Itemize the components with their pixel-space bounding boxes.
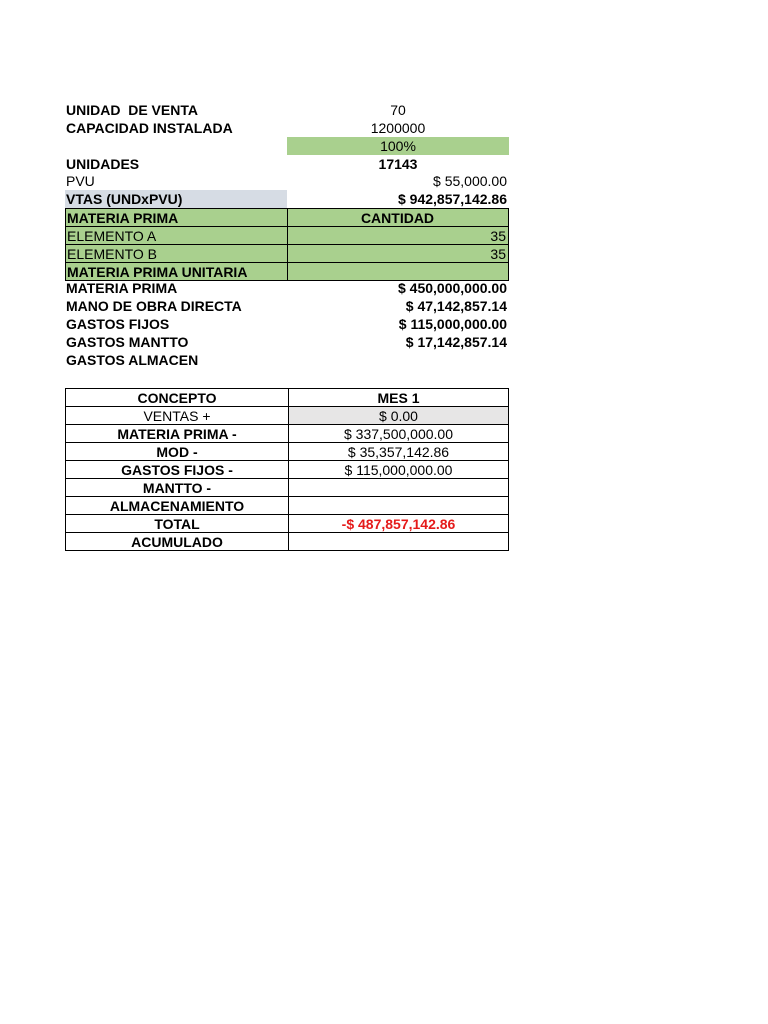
mp-row-label: ELEMENTO B [66,245,288,263]
flow-value[interactable]: $ 337,500,000.00 [289,425,509,443]
row-capacidad [65,119,509,137]
flow-label: MOD - [66,443,289,461]
flow-label: TOTAL [66,515,289,533]
vtas-value[interactable]: $ 942,857,142.86 [398,191,507,207]
table-row [66,407,509,425]
flow-value[interactable] [289,479,509,497]
cost-label: MANO DE OBRA DIRECTA [66,298,242,314]
cost-value[interactable] [287,351,509,369]
total-value[interactable]: -$ 487,857,142.86 [289,515,509,533]
cost-value[interactable]: $ 115,000,000.00 [398,316,507,332]
unidades-value[interactable]: 17143 [378,156,418,172]
cost-value[interactable]: $ 450,000,000.00 [398,280,507,296]
table-row [66,497,509,515]
row-unidad-venta [65,101,509,119]
cost-label: GASTOS ALMACEN [66,352,199,368]
pvu-label: PVU [66,173,95,189]
table-row [66,533,509,551]
table-row [66,425,509,443]
row-cost-mano-obra [65,297,509,315]
flow-label: MATERIA PRIMA - [66,425,289,443]
mp-row-value[interactable]: 35 [288,227,509,245]
mp-footer-value[interactable] [288,263,509,281]
cost-label: GASTOS FIJOS [66,316,170,332]
row-cost-gastos-almacen [65,351,509,369]
pvu-value[interactable]: $ 55,000.00 [433,173,507,189]
capacidad-label: CAPACIDAD INSTALADA [66,120,233,136]
table-row [66,515,509,533]
row-cost-gastos-fijos [65,315,509,333]
table-row [66,263,509,281]
flow-label: ACUMULADO [66,533,289,551]
mp-row-value[interactable]: 35 [288,245,509,263]
row-pvu [65,172,509,190]
table-row [66,479,509,497]
row-vtas [65,190,509,208]
table-row [66,443,509,461]
flow-value[interactable]: $ 0.00 [289,407,509,425]
materia-prima-table [65,208,509,281]
table-row [66,461,509,479]
table-header-row [66,389,509,407]
row-cost-gastos-mantto [65,333,509,351]
flow-label: ALMACENAMIENTO [66,497,289,515]
mp-footer-label: MATERIA PRIMA UNITARIA [66,263,288,281]
cost-value[interactable]: $ 17,142,857.14 [405,334,507,350]
flow-value[interactable] [289,497,509,515]
cost-label: MATERIA PRIMA [66,280,178,296]
flow-label: VENTAS + [66,407,289,425]
cost-value[interactable]: $ 47,142,857.14 [405,298,507,314]
capacidad-value[interactable]: 1200000 [370,120,426,136]
unidad-venta-value[interactable]: 70 [390,102,406,118]
column-header-mes: MES 1 [289,389,509,407]
row-unidades [65,155,509,173]
mp-row-label: ELEMENTO A [66,227,288,245]
empty-cell [65,137,287,155]
row-porcentaje [65,137,509,155]
table-row [66,209,509,227]
flow-value[interactable]: $ 115,000,000.00 [289,461,509,479]
column-header-concepto: CONCEPTO [66,389,289,407]
row-cost-materia-prima [65,279,509,297]
flow-value[interactable] [289,533,509,551]
flow-table [65,388,509,551]
porcentaje-value[interactable]: 100% [287,137,509,155]
flow-label: GASTOS FIJOS - [66,461,289,479]
table-row [66,227,509,245]
table-row [66,245,509,263]
cost-label: GASTOS MANTTO [66,334,189,350]
vtas-label: VTAS (UNDxPVU) [65,190,287,208]
flow-label: MANTTO - [66,479,289,497]
mp-header-label: MATERIA PRIMA [66,209,288,227]
flow-value[interactable]: $ 35,357,142.86 [289,443,509,461]
unidad-venta-label: UNIDAD DE VENTA [66,102,198,118]
mp-header-value: CANTIDAD [288,209,509,227]
unidades-label: UNIDADES [66,156,140,172]
